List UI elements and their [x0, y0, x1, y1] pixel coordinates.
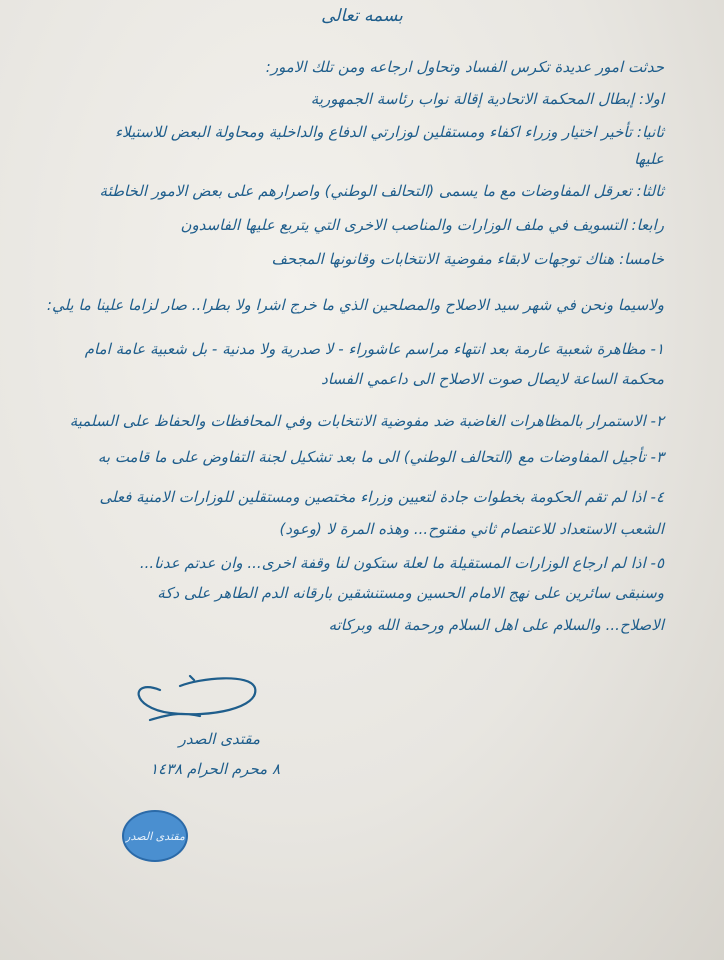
text-line: عليها [634, 150, 664, 168]
signature-block [90, 668, 290, 788]
document-header: بسمه تعالى [321, 6, 403, 26]
text-line: الشعب الاستعداد للاعتصام ثاني مفتوح... وهذه المرة لا (وعود) [279, 520, 664, 538]
text-line: الاصلاح... والسلام على اهل السلام ورحمة الله وبركاته [328, 616, 664, 634]
text-line: ١- مظاهرة شعبية عارمة بعد انتهاء مراسم عاشوراء - لا صدرية ولا مدنية - بل شعبية عامة امام [84, 340, 664, 358]
official-seal-icon [122, 810, 188, 862]
text-line: ثالثا: تعرقل المفاوضات مع ما يسمى (التحالف الوطني) واصرارهم على بعض الامور الخاطئة [99, 182, 664, 200]
text-line: ٣- تأجيل المفاوضات مع (التحالف الوطني) الى ما بعد تشكيل لجنة التفاوض على ما قامت به [97, 448, 664, 466]
signature-name: مقتدى الصدر [178, 730, 260, 748]
text-line: خامسا: هناك توجهات لابقاء مفوضية الانتخابات وقانونها المجحف [271, 250, 664, 268]
text-line: حدثت امور عديدة تكرس الفساد وتحاول ارجاعه ومن تلك الامور: [265, 58, 664, 76]
text-line: ثانيا: تأخير اختيار وزراء اكفاء ومستقلين لوزارتي الدفاع والداخلية ومحاولة البعض للاستيلاء [115, 123, 664, 141]
text-line: ٢- الاستمرار بالمظاهرات الغاضبة ضد مفوضية الانتخابات وفي المحافظات والحفاظ على السلمية [69, 412, 664, 430]
text-line: رابعا: التسويف في ملف الوزارات والمناصب الاخرى التي يتربع عليها الفاسدون [180, 216, 664, 234]
seal-text: مقتدى الصدر [125, 829, 185, 843]
document-date: ٨ محرم الحرام ١٤٣٨ [149, 760, 280, 778]
text-line: وسنبقى سائرين على نهج الامام الحسين ومستنشقين بارقانه الدم الطاهر على دكة [157, 584, 664, 602]
text-line: ٤- اذا لم تقم الحكومة بخطوات جادة لتعيين وزراء مختصين ومستقلين للوزارات الامنية فعلى [99, 488, 664, 506]
text-line: ٥- اذا لم ارجاع الوزارات المستقيلة ما لعلة ستكون لنا وقفة اخرى... وان عدتم عدنا... [139, 554, 664, 572]
text-line: اولا: إبطال المحكمة الاتحادية إقالة نواب رئاسة الجمهورية [310, 90, 664, 108]
text-line: محكمة الساعة لايصال صوت الاصلاح الى داعمي الفساد [321, 370, 664, 388]
text-line: ولاسيما ونحن في شهر سيد الاصلاح والمصلحين الذي ما خرج اشرا ولا بطرا.. صار لزاما علينا ما يلي: [46, 296, 664, 314]
handwritten-signature-icon [90, 668, 290, 728]
